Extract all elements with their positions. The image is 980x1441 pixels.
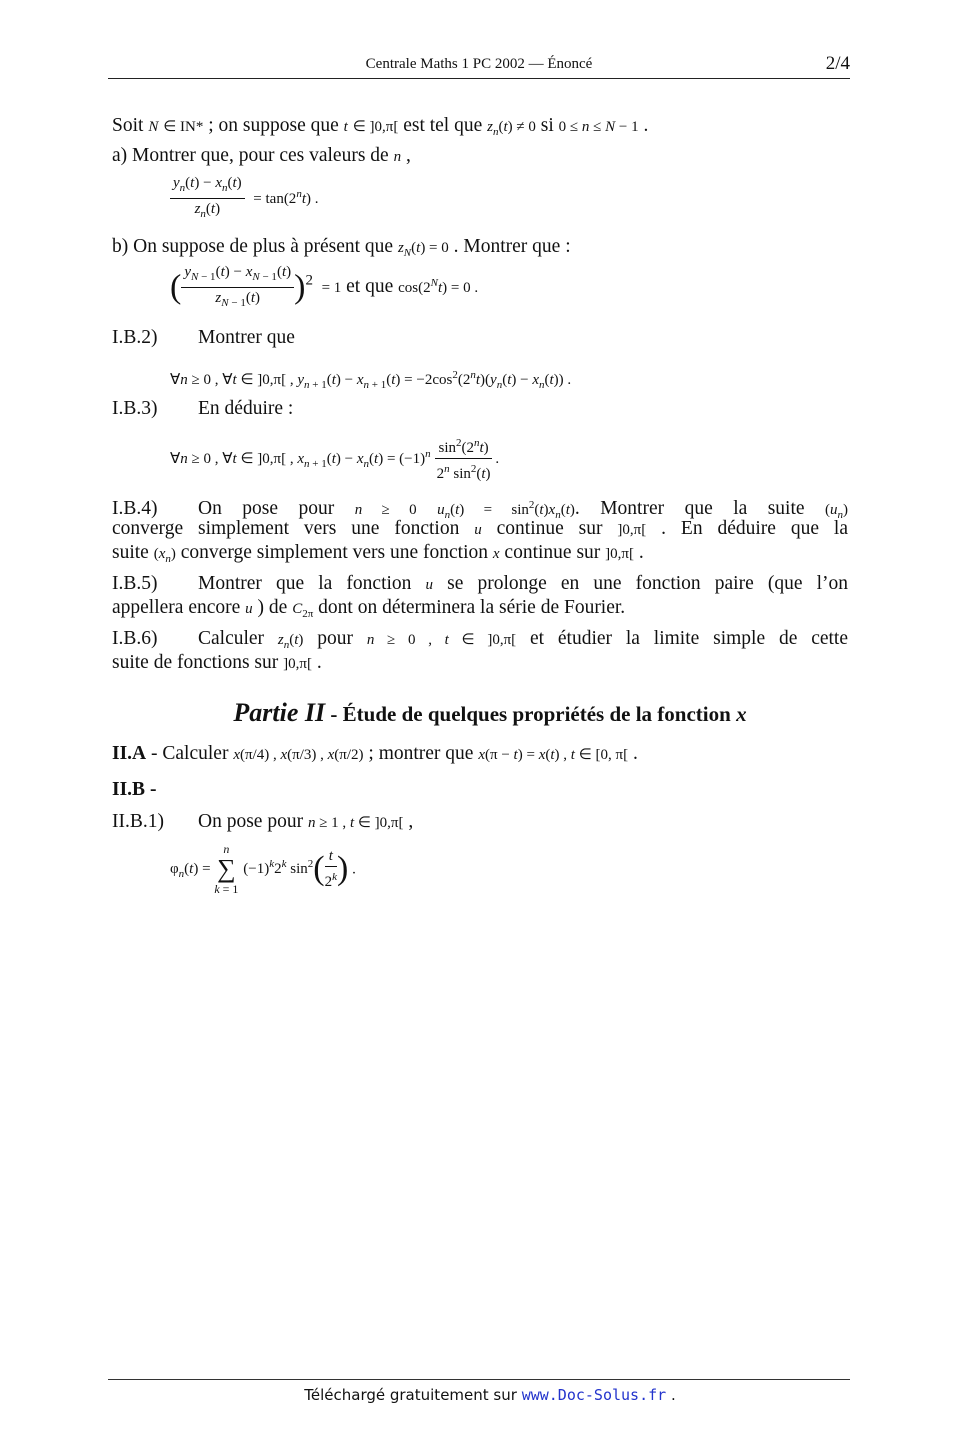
formula-phi: $\varphi_n(t)$ = n ∑ k = 1 $(-1)^k2^k$ $\sin^2$( $\frac{t}{2^k}$ ) . xyxy=(170,842,356,896)
section-IIB: II.B - xyxy=(112,779,157,800)
section-IB6-line2: suite de fonctions sur ]0,π[ . xyxy=(112,652,322,673)
section-IIB1: II.B.1) On pose pour n ≥ 1 , t ∈ ]0,π[ , xyxy=(112,811,414,832)
header-title: Centrale Maths 1 PC 2002 — Énoncé xyxy=(365,56,593,72)
item-a: a) Montrer que, pour ces valeurs de n , xyxy=(112,145,411,166)
paragraph-soit: Soit N ∈ IN* ; on suppose que t ∈ ]0,π[ est tel que $z_n(t) \ne 0$ si 0 ≤ n ≤ N − 1 . xyxy=(112,115,649,138)
formula-square: ( $\frac{y_{N - 1}(t) - x_{N - 1}(t)}{z_{N - 1}(t)}$ )$^2$ = 1 et que $\cos(2^Nt) = 0$ . xyxy=(170,264,479,309)
section-IB4-line3: suite $(x_n)$ converge simplement vers une fonction x continue sur ]0,π[ . xyxy=(112,542,644,565)
formula-IB3: ∀n ≥ 0 , ∀t ∈ ]0,π[ , $x_{n + 1}(t) - x_n(t) = (-1)^n$ $\frac{\sin^2(2^nt)}{2^n \sin^2(t)}$ . xyxy=(170,433,499,484)
section-IB5-line2: appellera encore u ) de $C_{2\pi}$ dont on déterminera la série de Fourier. xyxy=(112,597,626,620)
section-IB5-line1: I.B.5) Montrer que la fonction u se prolonge en une fonction paire (que l’on xyxy=(112,573,848,594)
formula-tan: $\frac{y_n(t) - x_n(t)}{z_n(t)}$ = $\tan(2^nt)$ . xyxy=(170,173,318,224)
formula-IB2: ∀n ≥ 0 , ∀t ∈ ]0,π[ , $y_{n + 1}(t) - x_{n + 1}(t) = -2\cos^2(2^nt)(y_n(t) - x_n(t))$ . xyxy=(170,369,572,391)
section-IB2: I.B.2) Montrer que xyxy=(112,327,295,348)
part-II-heading: Partie II - Étude de quelques propriétés de la fonction x xyxy=(233,698,747,727)
section-IB6-line1: I.B.6) Calculer $z_n(t)$ pour n ≥ 0 , t ∈ ]0,π[ et étudier la limite simple de cette xyxy=(112,628,848,651)
page-number: 2/4 xyxy=(825,53,850,74)
section-IB4-line1: I.B.4) On pose pour n ≥ 0 $u_n(t) = \sin^2(t)x_n(t)$. Montrer que la suite $(u_n)$ xyxy=(112,498,849,521)
footer-rule xyxy=(108,1379,850,1380)
item-b: b) On suppose de plus à présent que $z_N(t) = 0$ . Montrer que : xyxy=(112,236,571,259)
section-IB4-line2: converge simplement vers une fonction u continue sur ]0,π[ . En déduire que la xyxy=(112,518,848,539)
section-IIA: II.A - Calculer x(π/4) , x(π/3) , x(π/2) ; montrer que x(π − t) = x(t) , t ∈ [0, π[ . xyxy=(112,743,638,764)
page-header xyxy=(108,53,850,79)
section-IB3: I.B.3) En déduire : xyxy=(112,398,294,419)
footer-link[interactable]: www.Doc-Solus.fr xyxy=(521,1386,667,1404)
page-footer: Téléchargé gratuitement sur www.Doc-Solus.fr . xyxy=(304,1386,676,1404)
